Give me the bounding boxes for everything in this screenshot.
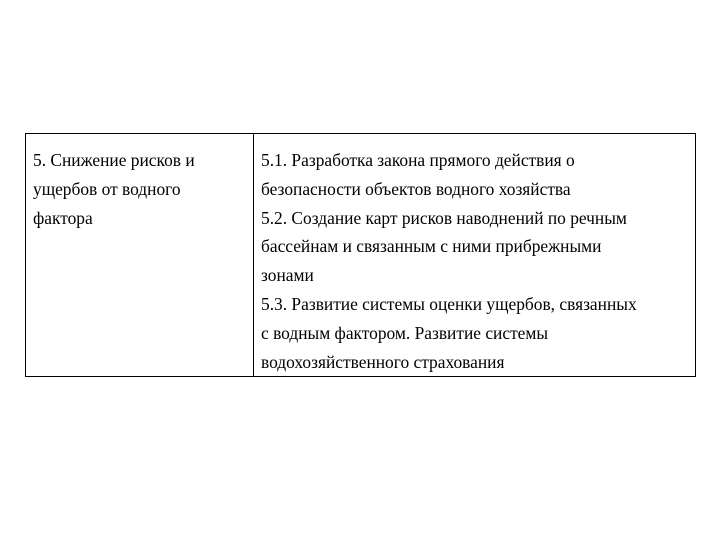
measures-cell xyxy=(254,134,696,377)
measures-table xyxy=(25,133,696,377)
measure-text-line: безопасности объектов водного хозяйства xyxy=(261,178,571,199)
measure-text-line: 5.1. Разработка закона прямого действия о xyxy=(261,150,575,170)
measure-text-line: 5.2. Создание карт рисков наводнений по речным xyxy=(261,207,627,228)
goal-text-line: 5. Снижение рисков и xyxy=(33,150,195,170)
measure-text-line: бассейнам и связанным с ними прибрежными xyxy=(261,236,602,257)
goal-cell xyxy=(26,134,254,377)
goal-text-line: фактора xyxy=(33,207,93,228)
measure-text-line: 5.3. Развитие системы оценки ущербов, связанных xyxy=(261,293,637,314)
measure-text-line: с водным фактором. Развитие системы xyxy=(261,322,549,343)
measure-text-line: водохозяйственного страхования xyxy=(261,351,505,372)
goal-text-line: ущербов от водного xyxy=(33,178,181,199)
table-row xyxy=(26,134,696,377)
measure-text-line: зонами xyxy=(261,265,314,286)
